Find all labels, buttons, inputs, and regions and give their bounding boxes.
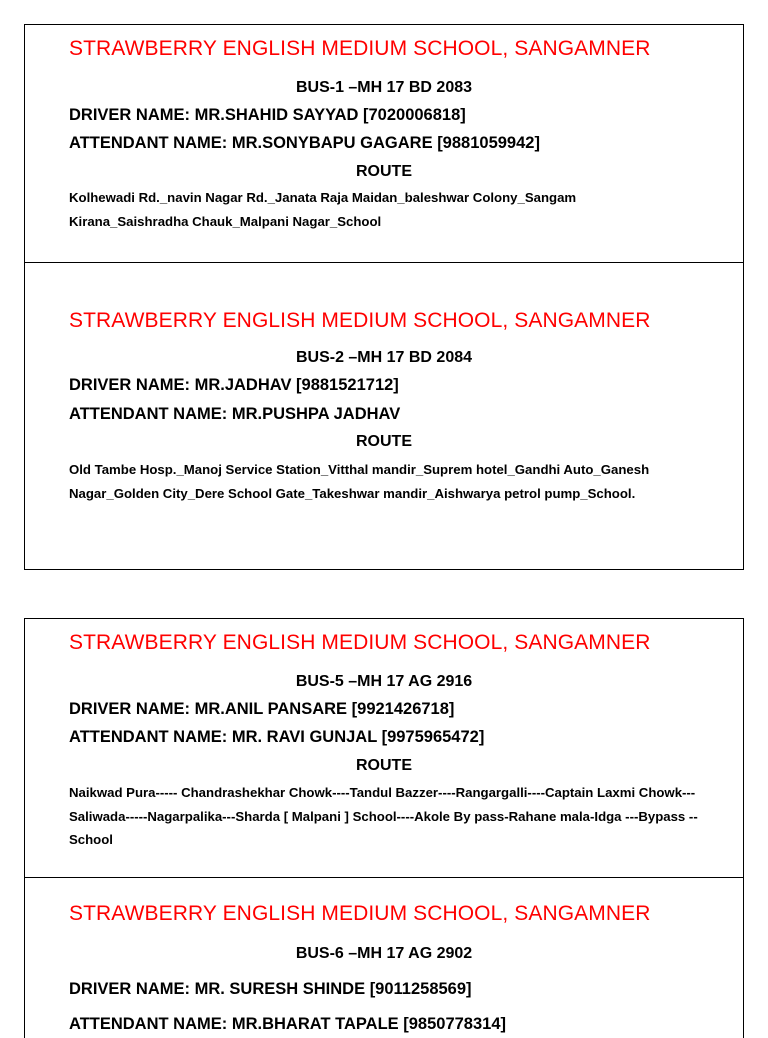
driver-name: DRIVER NAME: MR.JADHAV [9881521712]	[69, 376, 399, 394]
attendant-name: ATTENDANT NAME: MR. RAVI GUNJAL [9975965472]	[69, 728, 485, 746]
bus-number: BUS-6 –MH 17 AG 2902	[295, 945, 473, 962]
attendant-name: ATTENDANT NAME: MR.PUSHPA JADHAV	[69, 405, 401, 423]
driver-name: DRIVER NAME: MR.ANIL PANSARE [9921426718]	[69, 700, 455, 718]
route-text: Naikwad Pura----- Chandrashekhar Chowk----Tandul Bazzer----Rangargalli----Captain Laxmi Chowk---Saliwada-----Nagarpalika---Sharda [ Malpani ] School----Akole By pass-Rahane mala-Idga ---Bypass --School	[69, 785, 698, 847]
school-name: STRAWBERRY ENGLISH MEDIUM SCHOOL, SANGAMNER	[69, 902, 651, 925]
school-name: STRAWBERRY ENGLISH MEDIUM SCHOOL, SANGAMNER	[69, 37, 651, 60]
driver-name: DRIVER NAME: MR.SHAHID SAYYAD [7020006818]	[69, 106, 466, 124]
route-text: Old Tambe Hosp._Manoj Service Station_Vitthal mandir_Suprem hotel_Gandhi Auto_Ganesh Nagar_Golden City_Dere School Gate_Takeshwar mandir_Aishwarya petrol pump_School.	[69, 462, 650, 501]
attendant-name: ATTENDANT NAME: MR.SONYBAPU GAGARE [9881059942]	[69, 134, 540, 152]
route-heading: ROUTE	[356, 163, 412, 180]
attendant-name: ATTENDANT NAME: MR.BHARAT TAPALE [9850778314]	[69, 1015, 506, 1033]
bus-number: BUS-2 –MH 17 BD 2084	[295, 349, 473, 366]
bus-card-2	[24, 262, 744, 570]
school-name: STRAWBERRY ENGLISH MEDIUM SCHOOL, SANGAMNER	[69, 631, 651, 654]
bus-card-1	[24, 24, 744, 262]
bus-number: BUS-5 –MH 17 AG 2916	[295, 673, 473, 690]
route-text: Kolhewadi Rd._navin Nagar Rd._Janata Raja Maidan_baleshwar Colony_Sangam Kirana_Saishradha Chauk_Malpani Nagar_School	[69, 190, 577, 229]
route-heading: ROUTE	[356, 433, 412, 450]
school-name: STRAWBERRY ENGLISH MEDIUM SCHOOL, SANGAMNER	[69, 309, 651, 332]
bus-card-4	[24, 877, 744, 1033]
bus-card-3	[24, 618, 744, 877]
bus-number: BUS-1 –MH 17 BD 2083	[295, 79, 473, 96]
route-heading: ROUTE	[356, 757, 412, 774]
driver-name: DRIVER NAME: MR. SURESH SHINDE [9011258569]	[69, 980, 472, 998]
